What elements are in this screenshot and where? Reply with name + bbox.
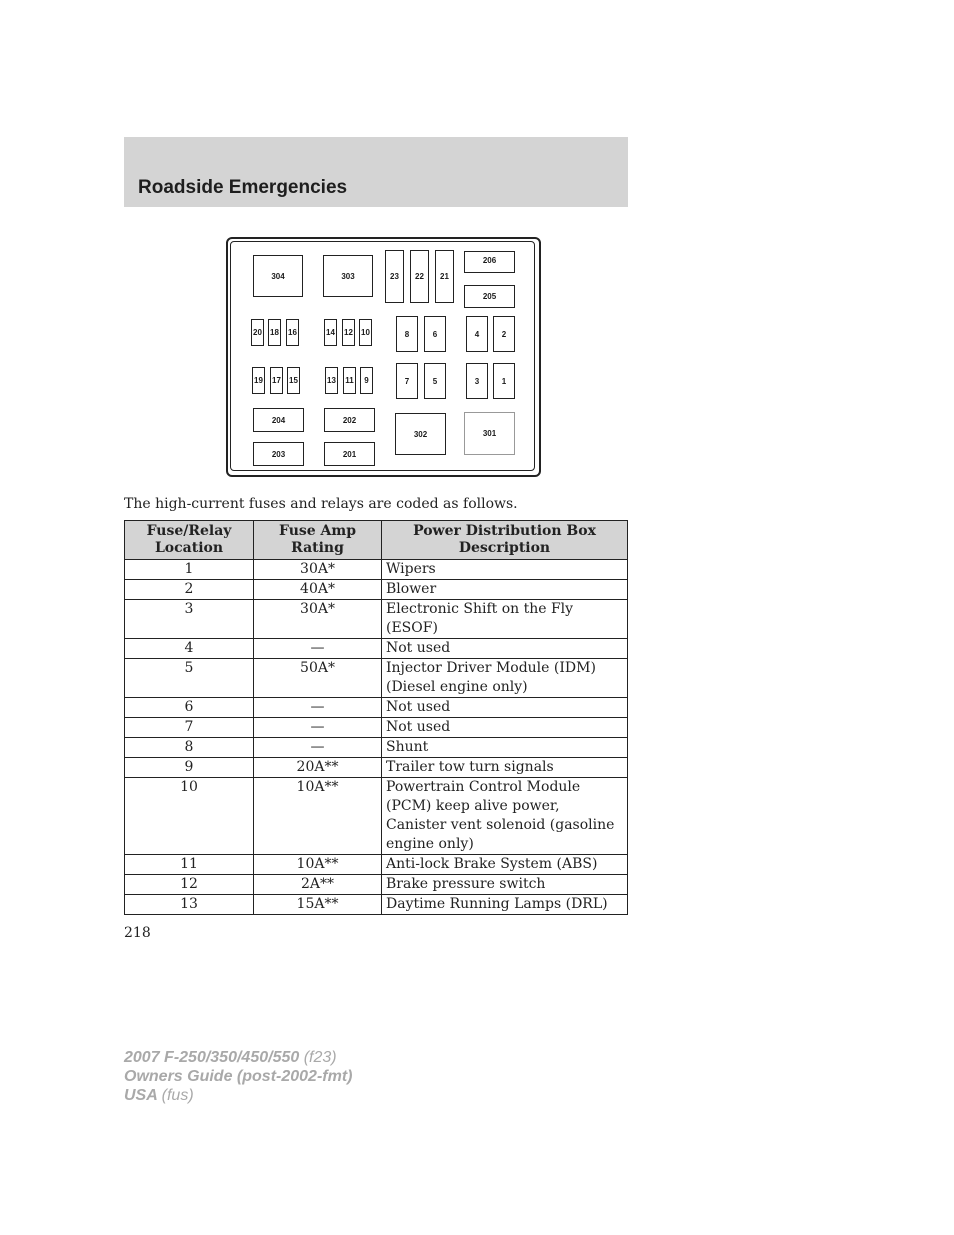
table-row [125,758,628,778]
table-row [125,600,628,639]
cell-description: Powertrain Control Module (PCM) keep alive power, Canister vent solenoid (gasoline engine only) [382,778,628,855]
cell-location: 1 [125,560,254,580]
cell-description: Not used [382,698,628,718]
cell-location: 12 [125,875,254,895]
footer-line-1 [124,1048,352,1067]
header-location-line1: Fuse/Relay [146,523,232,539]
fuse-3: 3 [466,363,488,399]
fuse-303: 303 [323,255,373,297]
fuse-204: 204 [253,408,304,432]
cell-description: Wipers [382,560,628,580]
cell-location: 7 [125,718,254,738]
fuse-202: 202 [324,408,375,432]
fuse-1: 1 [493,363,515,399]
fuse-17: 17 [270,367,283,394]
cell-rating: 15A** [254,895,382,915]
cell-location: 6 [125,698,254,718]
fuse-21: 21 [435,250,454,303]
footer-market: USA [124,1087,158,1104]
table-row [125,659,628,698]
cell-rating: 20A** [254,758,382,778]
cell-rating: 2A** [254,875,382,895]
table-header-row [125,521,628,560]
fuse-23: 23 [385,250,404,303]
cell-location: 10 [125,778,254,855]
footer-model: 2007 F-250/350/450/550 [124,1049,300,1066]
cell-location: 13 [125,895,254,915]
fuse-4: 4 [466,316,488,352]
section-header [124,137,628,207]
cell-rating: 10A** [254,778,382,855]
header-rating-line2: Rating [291,540,344,556]
cell-description: Blower [382,580,628,600]
header-description [382,521,628,560]
cell-rating: — [254,698,382,718]
cell-rating: — [254,639,382,659]
cell-description: Trailer tow turn signals [382,758,628,778]
fuse-16: 16 [286,319,299,346]
cell-description: Electronic Shift on the Fly (ESOF) [382,600,628,639]
page-number: 218 [124,925,151,941]
fuse-8: 8 [396,316,418,352]
footer-model-code: (f23) [303,1049,337,1066]
fuse-19: 19 [252,367,265,394]
fuse-302: 302 [395,413,446,455]
fuse-9: 9 [360,367,373,394]
cell-description: Injector Driver Module (IDM) (Diesel engine only) [382,659,628,698]
cell-rating: 10A** [254,855,382,875]
fuse-table [124,520,628,915]
table-row [125,778,628,855]
cell-rating: — [254,718,382,738]
cell-location: 11 [125,855,254,875]
table-row [125,855,628,875]
intro-text: The high-current fuses and relays are coded as follows. [124,496,518,512]
cell-description: Anti-lock Brake System (ABS) [382,855,628,875]
footer-line-2 [124,1067,352,1086]
table-row [125,560,628,580]
fuse-14: 14 [324,319,337,346]
fuse-11: 11 [343,367,356,394]
fuse-304: 304 [253,255,303,297]
table-row [125,738,628,758]
cell-location: 9 [125,758,254,778]
fuse-301: 301 [464,412,515,455]
table-row [125,895,628,915]
cell-rating: 30A* [254,600,382,639]
fuse-box-diagram [226,237,541,477]
cell-location: 8 [125,738,254,758]
cell-description: Not used [382,639,628,659]
header-rating [254,521,382,560]
cell-description: Not used [382,718,628,738]
header-location [125,521,254,560]
cell-location: 2 [125,580,254,600]
fuse-2: 2 [493,316,515,352]
cell-description: Shunt [382,738,628,758]
table-row [125,580,628,600]
fuse-206: 206 [464,251,515,273]
fuse-15: 15 [287,367,300,394]
table-row [125,639,628,659]
table-row [125,875,628,895]
fuse-6: 6 [424,316,446,352]
header-description-line2: Description [458,540,551,556]
cell-location: 4 [125,639,254,659]
table-row [125,698,628,718]
fuse-18: 18 [268,319,281,346]
header-location-line2: Location [154,540,224,556]
fuse-12: 12 [342,319,355,346]
fuse-205: 205 [464,285,515,308]
cell-location: 3 [125,600,254,639]
cell-description: Daytime Running Lamps (DRL) [382,895,628,915]
fuse-10: 10 [359,319,372,346]
cell-description: Brake pressure switch [382,875,628,895]
table-row [125,718,628,738]
section-title: Roadside Emergencies [138,177,348,198]
fuse-201: 201 [324,442,375,466]
document-footer [124,1048,352,1105]
footer-guide: Owners Guide (post-2002-fmt) [124,1068,353,1085]
header-description-line1: Power Distribution Box [413,523,596,539]
fuse-203: 203 [253,442,304,466]
fuse-7: 7 [396,363,418,399]
fuse-13: 13 [325,367,338,394]
cell-rating: — [254,738,382,758]
fuse-5: 5 [424,363,446,399]
cell-rating: 40A* [254,580,382,600]
header-rating-line1: Fuse Amp [279,523,356,539]
cell-location: 5 [125,659,254,698]
cell-rating: 50A* [254,659,382,698]
fuse-20: 20 [251,319,264,346]
fuse-22: 22 [410,250,429,303]
footer-line-3 [124,1086,352,1105]
cell-rating: 30A* [254,560,382,580]
footer-market-code: (fus) [161,1087,194,1104]
